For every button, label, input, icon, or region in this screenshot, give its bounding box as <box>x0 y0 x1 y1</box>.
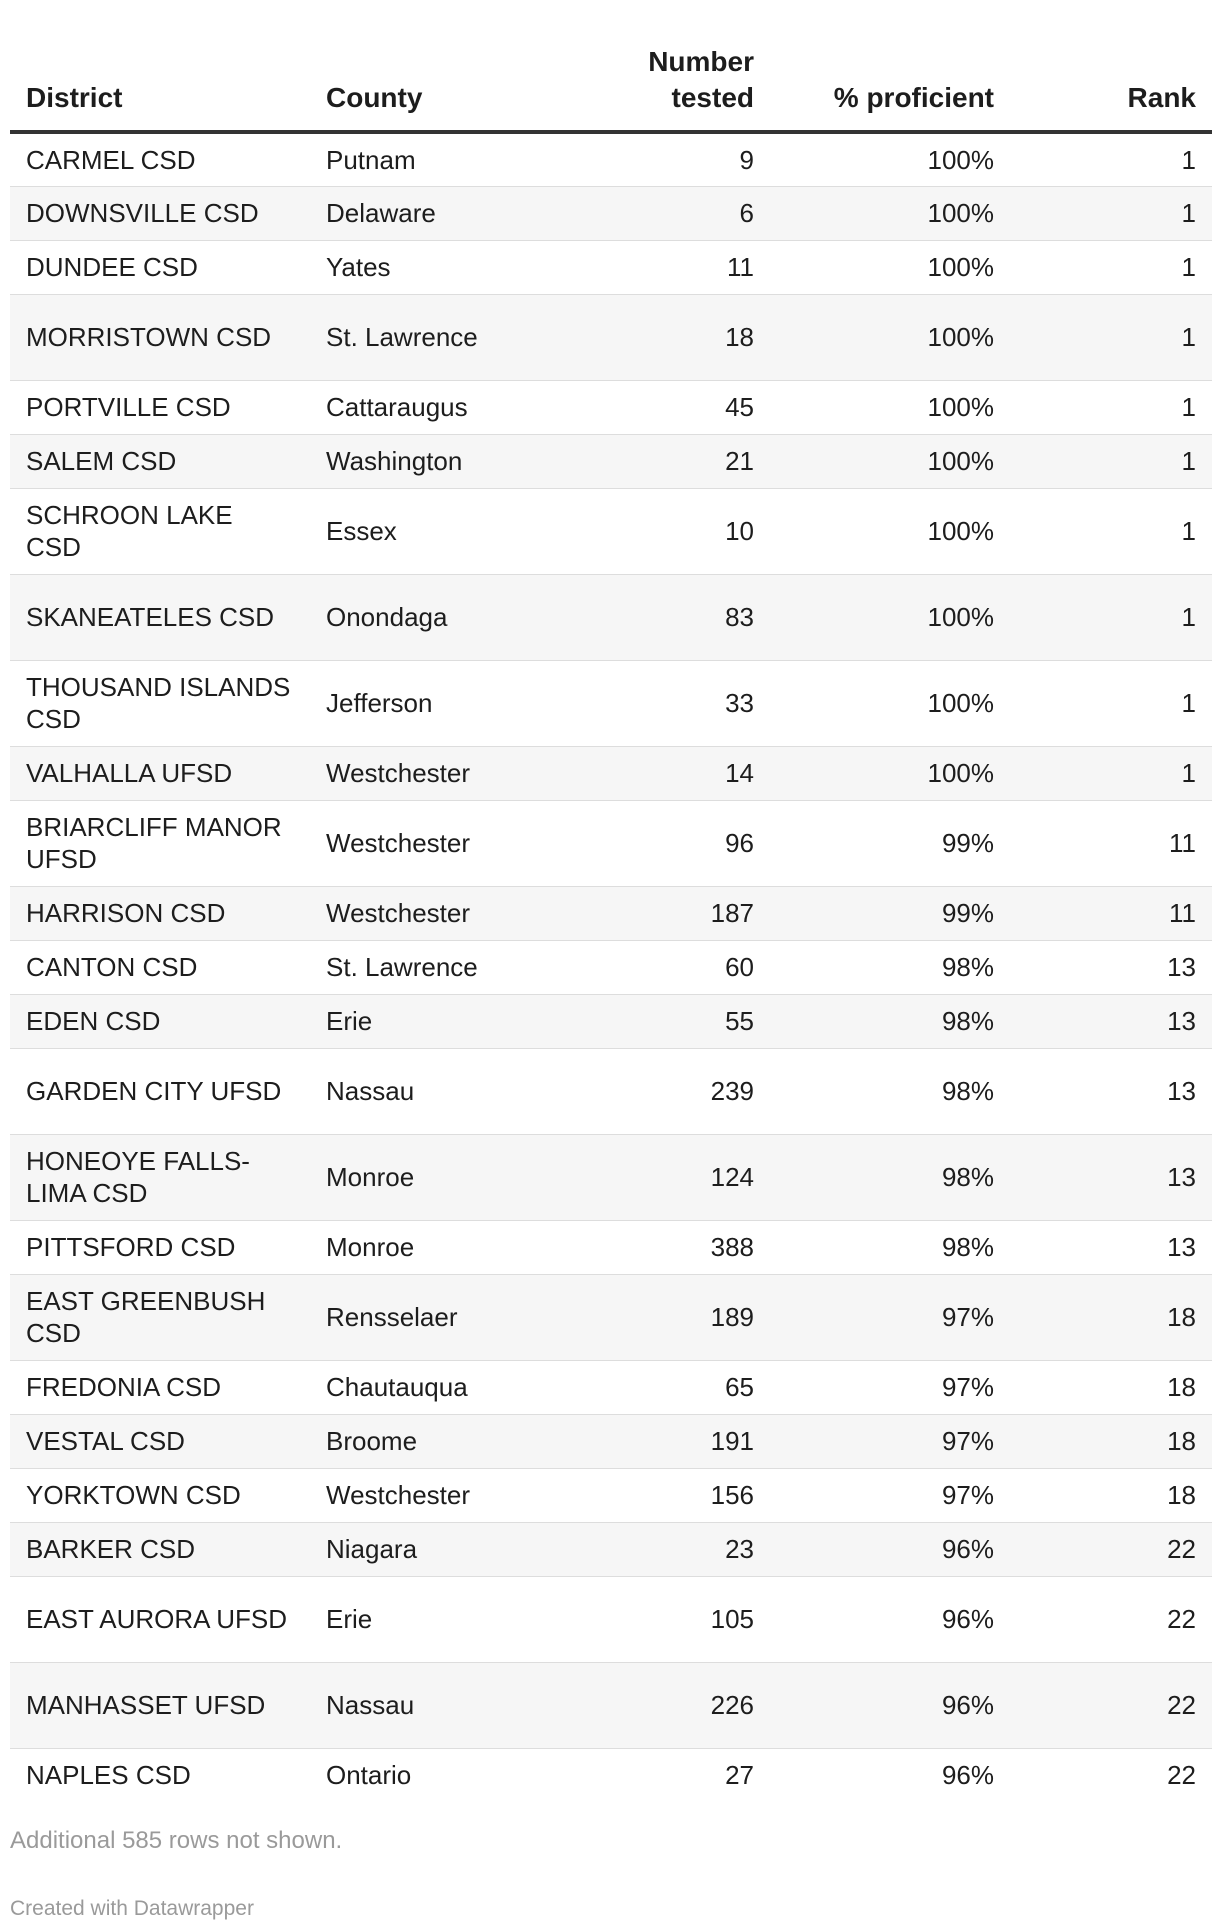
cell-district: SALEM CSD <box>10 434 310 488</box>
cell-rank: 1 <box>1010 132 1212 186</box>
cell-rank: 13 <box>1010 1134 1212 1220</box>
cell-county: Westchester <box>310 800 610 886</box>
cell-number-tested: 9 <box>610 132 770 186</box>
column-header-number-tested[interactable] <box>610 44 770 132</box>
cell-number-tested: 191 <box>610 1414 770 1468</box>
cell-rank: 1 <box>1010 746 1212 800</box>
cell-number-tested: 11 <box>610 240 770 294</box>
cell-district: THOUSAND ISLANDS CSD <box>10 660 310 746</box>
cell-county: Essex <box>310 488 610 574</box>
cell-rank: 22 <box>1167 1760 1196 1791</box>
cell-rank: 1 <box>1010 294 1212 380</box>
table-notes: Additional 585 rows not shown. <box>10 1827 343 1854</box>
cell-percent-proficient: 98% <box>770 1134 1010 1220</box>
cell-district: CANTON CSD <box>10 940 310 994</box>
cell-district: CARMEL CSD <box>10 132 310 186</box>
cell-number-tested: 21 <box>610 434 770 488</box>
table-row <box>10 1414 1212 1468</box>
table-row <box>10 294 1212 380</box>
cell-percent-proficient: 100% <box>770 746 1010 800</box>
cell-number-tested: 14 <box>610 746 770 800</box>
cell-district: YORKTOWN CSD <box>10 1468 310 1522</box>
cell-district: MORRISTOWN CSD <box>10 294 310 380</box>
cell-county: Westchester <box>310 886 610 940</box>
cell-county: Delaware <box>310 186 610 240</box>
cell-percent-proficient: 100% <box>770 660 1010 746</box>
footer-credit[interactable]: Created with Datawrapper <box>10 1897 254 1920</box>
cell-district: BARKER CSD <box>10 1522 310 1576</box>
cell-percent-proficient: 96% <box>770 1576 1010 1662</box>
cell-percent-proficient: 100% <box>770 488 1010 574</box>
cell-rank: 13 <box>1010 1220 1212 1274</box>
cell-number-tested: 33 <box>610 660 770 746</box>
cell-percent-proficient: 100% <box>770 132 1010 186</box>
cell-county: Monroe <box>310 1220 610 1274</box>
cell-rank: 1 <box>1010 434 1212 488</box>
cell-number-tested: 83 <box>610 574 770 660</box>
table-row <box>10 186 1212 240</box>
cell-rank: 13 <box>1010 940 1212 994</box>
cell-percent-proficient: 97% <box>770 1360 1010 1414</box>
column-header-percent-proficient[interactable]: % proficient <box>770 44 1010 132</box>
table-row <box>10 1576 1212 1662</box>
cell-district: SKANEATELES CSD <box>10 574 310 660</box>
table-row <box>10 434 1212 488</box>
cell-county: Westchester <box>310 746 610 800</box>
cell-county: Nassau <box>310 1662 610 1748</box>
cell-percent-proficient: 100% <box>770 240 1010 294</box>
cell-rank: 1 <box>1010 240 1212 294</box>
cell-county: Putnam <box>310 132 610 186</box>
cell-number-tested: 60 <box>610 940 770 994</box>
table-row <box>10 1360 1212 1414</box>
cell-percent-proficient: 100% <box>770 380 1010 434</box>
cell-percent-proficient: 98% <box>770 940 1010 994</box>
data-table <box>10 44 1212 1802</box>
cell-rank: 1 <box>1010 186 1212 240</box>
cell-county: Chautauqua <box>310 1360 610 1414</box>
cell-rank: 1 <box>1010 660 1212 746</box>
header-row <box>10 44 1212 132</box>
cell-percent-proficient: 100% <box>770 574 1010 660</box>
table-row <box>10 660 1212 746</box>
cell-rank: 13 <box>1010 1048 1212 1134</box>
cell-number-tested: 105 <box>610 1576 770 1662</box>
cell-county: Broome <box>310 1414 610 1468</box>
cell-number-tested: 45 <box>610 380 770 434</box>
cell-district: MANHASSET UFSD <box>10 1662 310 1748</box>
cell-district: SCHROON LAKE CSD <box>10 488 310 574</box>
cell-number-tested: 23 <box>610 1522 770 1576</box>
cell-county: Rensselaer <box>310 1274 610 1360</box>
cell-number-tested: 27 <box>725 1760 754 1791</box>
table-row <box>10 380 1212 434</box>
cell-county: Jefferson <box>310 660 610 746</box>
cell-percent-proficient: 99% <box>770 800 1010 886</box>
table-row <box>10 1134 1212 1220</box>
cell-county: St. Lawrence <box>310 940 610 994</box>
cell-number-tested: 96 <box>610 800 770 886</box>
cell-district: NAPLES CSD <box>26 1760 191 1791</box>
table-row <box>10 1274 1212 1360</box>
cell-rank: 1 <box>1010 574 1212 660</box>
cell-district: EAST AURORA UFSD <box>10 1576 310 1662</box>
cell-county: Niagara <box>310 1522 610 1576</box>
cell-number-tested: 65 <box>610 1360 770 1414</box>
column-header-rank[interactable]: Rank <box>1010 44 1212 132</box>
cell-percent-proficient: 97% <box>770 1414 1010 1468</box>
table-body <box>10 132 1212 1802</box>
cell-district: VESTAL CSD <box>10 1414 310 1468</box>
cell-rank: 11 <box>1010 800 1212 886</box>
cell-district: HARRISON CSD <box>10 886 310 940</box>
cell-county: Monroe <box>310 1134 610 1220</box>
cell-rank: 1 <box>1010 380 1212 434</box>
cell-number-tested: 6 <box>610 186 770 240</box>
cell-rank: 11 <box>1010 886 1212 940</box>
cell-district: DUNDEE CSD <box>10 240 310 294</box>
table-row <box>10 940 1212 994</box>
cell-percent-proficient: 100% <box>770 186 1010 240</box>
cell-county: Ontario <box>326 1760 412 1791</box>
table-row <box>10 1220 1212 1274</box>
cell-rank: 18 <box>1010 1414 1212 1468</box>
table-row <box>10 886 1212 940</box>
table-row <box>10 800 1212 886</box>
cell-county: Yates <box>310 240 610 294</box>
cell-percent-proficient: 97% <box>770 1468 1010 1522</box>
table-row <box>10 1522 1212 1576</box>
cell-rank: 18 <box>1010 1360 1212 1414</box>
column-header-district[interactable]: District <box>10 44 310 132</box>
cell-rank: 18 <box>1010 1274 1212 1360</box>
cell-rank: 13 <box>1010 994 1212 1048</box>
column-header-number-tested-line2: tested <box>671 82 754 113</box>
cell-district: PORTVILLE CSD <box>10 380 310 434</box>
cell-county: Westchester <box>310 1468 610 1522</box>
cell-rank: 22 <box>1010 1522 1212 1576</box>
cell-number-tested: 388 <box>610 1220 770 1274</box>
cell-number-tested: 239 <box>610 1048 770 1134</box>
cell-number-tested: 124 <box>610 1134 770 1220</box>
cell-county: Nassau <box>310 1048 610 1134</box>
cell-rank: 22 <box>1010 1662 1212 1748</box>
table-row <box>10 1468 1212 1522</box>
cell-district: VALHALLA UFSD <box>10 746 310 800</box>
cell-district: BRIARCLIFF MANOR UFSD <box>10 800 310 886</box>
cell-percent-proficient: 98% <box>770 1048 1010 1134</box>
cell-county: Erie <box>310 994 610 1048</box>
table-row <box>10 1048 1212 1134</box>
table-row <box>10 132 1212 186</box>
cell-percent-proficient: 100% <box>770 434 1010 488</box>
cell-county: Onondaga <box>310 574 610 660</box>
cell-rank: 18 <box>1010 1468 1212 1522</box>
table-row <box>10 994 1212 1048</box>
cell-percent-proficient: 99% <box>770 886 1010 940</box>
cell-percent-proficient: 100% <box>770 294 1010 380</box>
table-header <box>10 44 1212 132</box>
table-row <box>10 746 1212 800</box>
cell-percent-proficient: 97% <box>770 1274 1010 1360</box>
cell-number-tested: 10 <box>610 488 770 574</box>
cell-district: GARDEN CITY UFSD <box>10 1048 310 1134</box>
table-row <box>10 240 1212 294</box>
cell-percent-proficient: 96% <box>941 1760 994 1791</box>
cell-county: Cattaraugus <box>310 380 610 434</box>
table-row <box>10 1748 1212 1802</box>
cell-district: EAST GREENBUSH CSD <box>10 1274 310 1360</box>
cell-percent-proficient: 98% <box>770 1220 1010 1274</box>
cell-county: Washington <box>310 434 610 488</box>
cell-county: St. Lawrence <box>310 294 610 380</box>
cell-number-tested: 226 <box>610 1662 770 1748</box>
table-row <box>10 488 1212 574</box>
cell-percent-proficient: 96% <box>770 1662 1010 1748</box>
cell-rank: 22 <box>1010 1576 1212 1662</box>
column-header-county[interactable]: County <box>310 44 610 132</box>
cell-percent-proficient: 96% <box>770 1522 1010 1576</box>
cell-county: Erie <box>310 1576 610 1662</box>
cell-district: PITTSFORD CSD <box>10 1220 310 1274</box>
cell-rank: 1 <box>1010 488 1212 574</box>
table-row <box>10 1662 1212 1748</box>
cell-number-tested: 156 <box>610 1468 770 1522</box>
cell-district: EDEN CSD <box>10 994 310 1048</box>
cell-number-tested: 187 <box>610 886 770 940</box>
cell-percent-proficient: 98% <box>770 994 1010 1048</box>
table-chart <box>10 0 1212 1920</box>
cell-number-tested: 189 <box>610 1274 770 1360</box>
column-header-number-tested-line1: Number <box>648 46 754 77</box>
table-row <box>10 574 1212 660</box>
cell-number-tested: 18 <box>610 294 770 380</box>
cell-number-tested: 55 <box>610 994 770 1048</box>
cell-district: DOWNSVILLE CSD <box>10 186 310 240</box>
cell-district: FREDONIA CSD <box>10 1360 310 1414</box>
cell-district: HONEOYE FALLS-LIMA CSD <box>10 1134 310 1220</box>
